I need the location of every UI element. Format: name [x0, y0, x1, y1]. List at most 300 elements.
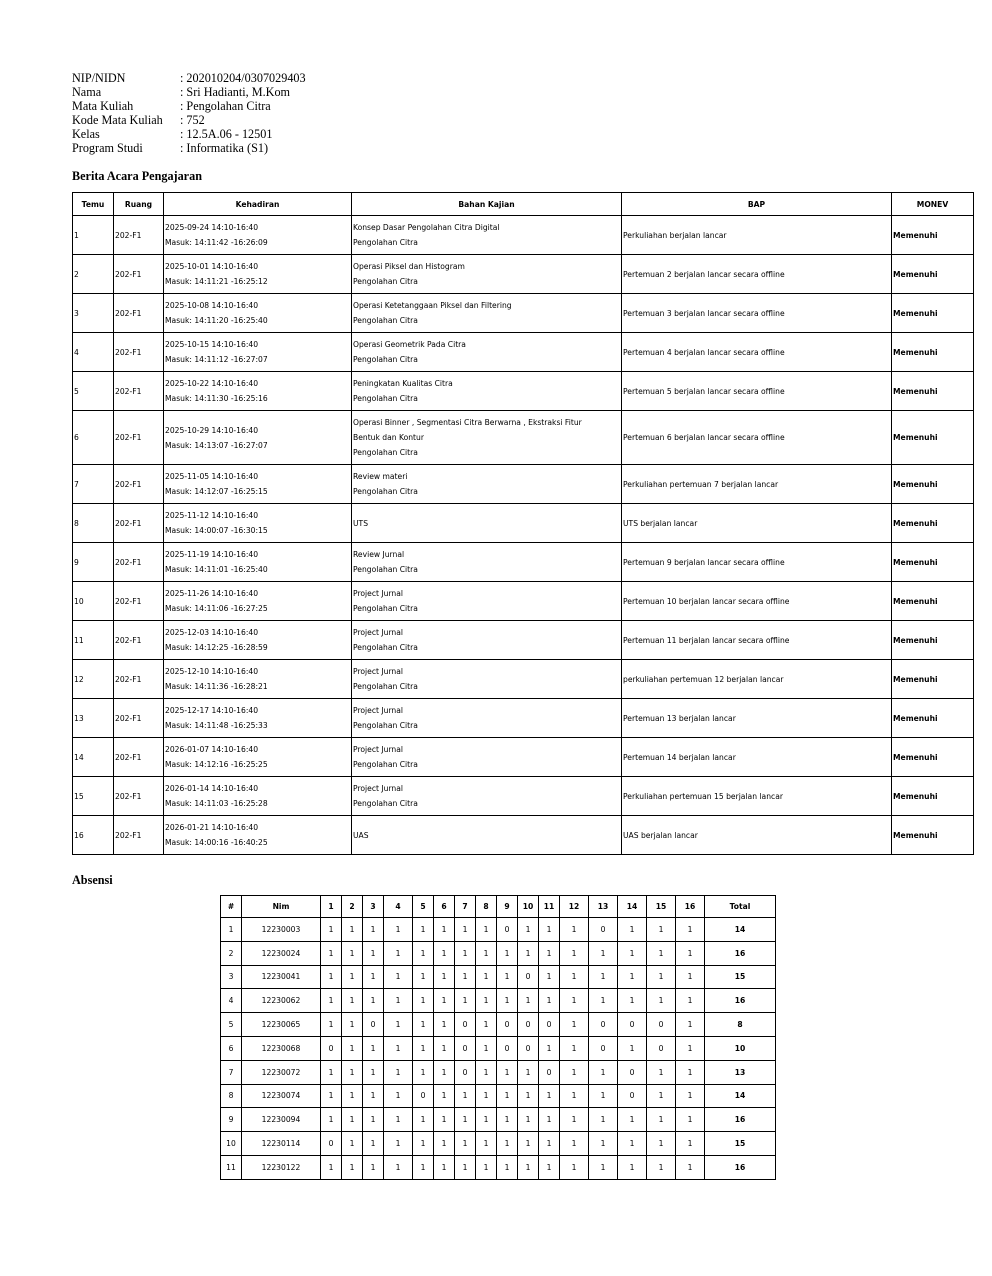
bap-monev-cell: Memenuhi [892, 738, 974, 777]
bap-kehadiran-cell [164, 621, 352, 660]
bap-ruang-cell: 202-F1 [114, 504, 164, 543]
bap-note-cell: Pertemuan 10 berjalan lancar secara offline [622, 582, 892, 621]
bap-kehadiran-cell [164, 294, 352, 333]
bap-ruang-cell: 202-F1 [114, 216, 164, 255]
bahan-line: Project Jurnal [353, 784, 404, 793]
bap-note-cell: Pertemuan 5 berjalan lancar secara offline [622, 372, 892, 411]
absensi-attendance-cell: 1 [455, 918, 476, 942]
absensi-attendance-cell: 1 [476, 941, 497, 965]
absensi-attendance-cell: 1 [539, 1155, 560, 1179]
bap-header-cell: MONEV [892, 193, 974, 216]
absensi-header-cell: 16 [676, 896, 705, 918]
absensi-attendance-cell: 1 [676, 918, 705, 942]
bap-temu-cell: 16 [73, 816, 114, 855]
absensi-attendance-cell: 1 [618, 918, 647, 942]
absensi-row [221, 1036, 776, 1060]
bap-temu-cell: 4 [73, 333, 114, 372]
absensi-attendance-cell: 1 [647, 1084, 676, 1108]
bap-row [73, 738, 974, 777]
kehadiran-line: Masuk: 14:11:42 -16:26:09 [165, 238, 268, 247]
bap-kehadiran-cell [164, 372, 352, 411]
bap-row [73, 504, 974, 543]
absensi-attendance-cell: 1 [560, 1108, 589, 1132]
absensi-attendance-cell: 1 [342, 1084, 363, 1108]
bap-note-cell: Pertemuan 2 berjalan lancar secara offline [622, 255, 892, 294]
absensi-attendance-cell: 1 [497, 1060, 518, 1084]
bap-note-cell: Pertemuan 4 berjalan lancar secara offline [622, 333, 892, 372]
bap-kehadiran-cell [164, 699, 352, 738]
absensi-attendance-cell: 1 [363, 918, 384, 942]
bap-kehadiran-cell [164, 465, 352, 504]
bap-note-cell: Pertemuan 9 berjalan lancar secara offline [622, 543, 892, 582]
absensi-attendance-cell: 1 [342, 1155, 363, 1179]
absensi-attendance-cell: 1 [342, 1060, 363, 1084]
bap-ruang-cell: 202-F1 [114, 699, 164, 738]
absensi-attendance-cell: 1 [618, 1108, 647, 1132]
absensi-attendance-cell: 1 [413, 1132, 434, 1156]
absensi-nim-cell: 12230041 [242, 965, 321, 989]
absensi-total-cell: 13 [705, 1060, 776, 1084]
bap-monev-cell: Memenuhi [892, 411, 974, 465]
absensi-attendance-cell: 1 [518, 1060, 539, 1084]
bap-monev-cell: Memenuhi [892, 372, 974, 411]
bap-header-cell: Temu [73, 193, 114, 216]
absensi-header-cell: 12 [560, 896, 589, 918]
absensi-attendance-cell: 1 [384, 1132, 413, 1156]
kehadiran-line: 2025-12-10 14:10-16:40 [165, 667, 259, 676]
bap-kehadiran-cell [164, 777, 352, 816]
bap-temu-cell: 3 [73, 294, 114, 333]
absensi-attendance-cell: 1 [321, 1084, 342, 1108]
bap-row [73, 582, 974, 621]
absensi-row [221, 1132, 776, 1156]
absensi-attendance-cell: 1 [476, 1036, 497, 1060]
kehadiran-line: Masuk: 14:12:25 -16:28:59 [165, 643, 268, 652]
bap-row [73, 411, 974, 465]
bap-row [73, 294, 974, 333]
absensi-attendance-cell: 1 [455, 989, 476, 1013]
absensi-attendance-cell: 1 [676, 1084, 705, 1108]
absensi-attendance-cell: 1 [434, 1013, 455, 1037]
bahan-line: UTS [353, 518, 369, 528]
absensi-attendance-cell: 1 [455, 1132, 476, 1156]
bap-bahan-cell [352, 738, 622, 777]
kehadiran-line: Masuk: 14:11:36 -16:28:21 [165, 682, 268, 691]
kehadiran-line: Masuk: 14:11:21 -16:25:12 [165, 277, 268, 286]
bap-note-cell: Pertemuan 3 berjalan lancar secara offline [622, 294, 892, 333]
absensi-attendance-cell: 1 [539, 1132, 560, 1156]
absensi-attendance-cell: 1 [647, 1155, 676, 1179]
absensi-total-cell: 14 [705, 1084, 776, 1108]
bap-note-cell: perkuliahan pertemuan 12 berjalan lancar [622, 660, 892, 699]
bap-note-cell: Perkuliahan berjalan lancar [622, 216, 892, 255]
bap-monev-cell: Memenuhi [892, 621, 974, 660]
kehadiran-line: Masuk: 14:12:07 -16:25:15 [165, 487, 268, 496]
absensi-total-cell: 14 [705, 918, 776, 942]
absensi-attendance-cell: 1 [618, 965, 647, 989]
info-label: Kode Mata Kuliah [72, 113, 163, 127]
absensi-nim-cell: 12230122 [242, 1155, 321, 1179]
kehadiran-line: 2026-01-14 14:10-16:40 [165, 784, 259, 793]
absensi-total-cell: 15 [705, 965, 776, 989]
absensi-attendance-cell: 1 [589, 1060, 618, 1084]
bahan-line: Operasi Piksel dan Histogram [353, 262, 465, 271]
absensi-attendance-cell: 1 [497, 989, 518, 1013]
bap-temu-cell: 14 [73, 738, 114, 777]
absensi-attendance-cell: 1 [618, 989, 647, 1013]
absensi-attendance-cell: 1 [560, 965, 589, 989]
absensi-row [221, 989, 776, 1013]
info-label: NIP/NIDN [72, 71, 126, 85]
bap-temu-cell: 5 [73, 372, 114, 411]
kehadiran-line: Masuk: 14:11:30 -16:25:16 [165, 394, 268, 403]
absensi-attendance-cell: 1 [434, 1060, 455, 1084]
bahan-line: Pengolahan Citra [353, 316, 418, 325]
bap-row [73, 699, 974, 738]
absensi-attendance-cell: 1 [342, 1132, 363, 1156]
bap-monev-cell: Memenuhi [892, 660, 974, 699]
bap-row [73, 660, 974, 699]
bap-kehadiran-cell [164, 660, 352, 699]
absensi-attendance-cell: 1 [476, 1013, 497, 1037]
bap-ruang-cell: 202-F1 [114, 660, 164, 699]
absensi-attendance-cell: 1 [476, 1155, 497, 1179]
absensi-attendance-cell: 1 [476, 1084, 497, 1108]
info-value: : Sri Hadianti, M.Kom [180, 85, 291, 99]
kehadiran-line: Masuk: 14:11:20 -16:25:40 [165, 316, 268, 325]
bap-bahan-cell [352, 333, 622, 372]
absensi-attendance-cell: 1 [413, 1036, 434, 1060]
absensi-attendance-cell: 1 [589, 1108, 618, 1132]
bap-note-cell: Pertemuan 6 berjalan lancar secara offline [622, 411, 892, 465]
absensi-header-cell: 13 [589, 896, 618, 918]
absensi-header-cell: 1 [321, 896, 342, 918]
absensi-attendance-cell: 1 [497, 941, 518, 965]
absensi-nim-cell: 12230024 [242, 941, 321, 965]
bap-header-cell: BAP [622, 193, 892, 216]
bahan-line: Pengolahan Citra [353, 487, 418, 496]
kehadiran-line: 2026-01-21 14:10-16:40 [165, 823, 259, 832]
absensi-attendance-cell: 1 [384, 965, 413, 989]
absensi-attendance-cell: 1 [676, 941, 705, 965]
absensi-attendance-cell: 1 [560, 1155, 589, 1179]
bap-bahan-cell [352, 777, 622, 816]
absensi-nim-cell: 12230074 [242, 1084, 321, 1108]
absensi-no-cell: 9 [221, 1108, 242, 1132]
absensi-attendance-cell: 1 [363, 965, 384, 989]
bap-temu-cell: 8 [73, 504, 114, 543]
absensi-attendance-cell: 0 [321, 1132, 342, 1156]
absensi-no-cell: 3 [221, 965, 242, 989]
absensi-row [221, 941, 776, 965]
absensi-attendance-cell: 1 [518, 1132, 539, 1156]
absensi-attendance-cell: 1 [363, 941, 384, 965]
absensi-attendance-cell: 1 [497, 1084, 518, 1108]
bap-temu-cell: 12 [73, 660, 114, 699]
kehadiran-line: 2025-12-03 14:10-16:40 [165, 628, 259, 637]
bap-bahan-cell [352, 255, 622, 294]
absensi-attendance-cell: 1 [539, 1036, 560, 1060]
absensi-table [220, 895, 776, 1180]
absensi-attendance-cell: 1 [434, 965, 455, 989]
absensi-no-cell: 1 [221, 918, 242, 942]
bahan-line: Pengolahan Citra [353, 448, 418, 457]
absensi-attendance-cell: 1 [476, 989, 497, 1013]
bahan-line: Pengolahan Citra [353, 394, 418, 403]
absensi-attendance-cell: 1 [384, 1036, 413, 1060]
absensi-attendance-cell: 1 [321, 918, 342, 942]
kehadiran-line: 2025-11-05 14:10-16:40 [165, 472, 259, 481]
bahan-line: Pengolahan Citra [353, 355, 418, 364]
bahan-line: Pengolahan Citra [353, 643, 418, 652]
absensi-attendance-cell: 1 [589, 1155, 618, 1179]
absensi-header-row [221, 896, 776, 918]
absensi-attendance-cell: 1 [434, 918, 455, 942]
absensi-attendance-cell: 1 [342, 989, 363, 1013]
bahan-line: Pengolahan Citra [353, 277, 418, 286]
bap-kehadiran-cell [164, 543, 352, 582]
absensi-attendance-cell: 1 [539, 918, 560, 942]
absensi-attendance-cell: 1 [647, 989, 676, 1013]
absensi-attendance-cell: 1 [321, 1013, 342, 1037]
absensi-attendance-cell: 1 [384, 918, 413, 942]
kehadiran-line: 2025-10-29 14:10-16:40 [165, 425, 259, 435]
absensi-attendance-cell: 1 [476, 965, 497, 989]
absensi-nim-cell: 12230072 [242, 1060, 321, 1084]
bap-kehadiran-cell [164, 333, 352, 372]
absensi-attendance-cell: 0 [589, 1013, 618, 1037]
absensi-attendance-cell: 1 [413, 1060, 434, 1084]
absensi-attendance-cell: 1 [647, 1060, 676, 1084]
absensi-attendance-cell: 1 [647, 965, 676, 989]
absensi-attendance-cell: 1 [384, 1084, 413, 1108]
absensi-attendance-cell: 1 [455, 965, 476, 989]
absensi-attendance-cell: 1 [413, 1013, 434, 1037]
absensi-attendance-cell: 1 [434, 1155, 455, 1179]
bap-note-cell: UTS berjalan lancar [622, 504, 892, 543]
absensi-attendance-cell: 1 [676, 1132, 705, 1156]
bap-row [73, 621, 974, 660]
bap-note-cell: UAS berjalan lancar [622, 816, 892, 855]
info-row [72, 85, 306, 99]
absensi-header-cell: 9 [497, 896, 518, 918]
bahan-line: Review materi [353, 472, 408, 481]
info-value: : Pengolahan Citra [180, 99, 271, 113]
absensi-attendance-cell: 0 [497, 918, 518, 942]
kehadiran-line: 2025-10-15 14:10-16:40 [165, 340, 259, 349]
bap-monev-cell: Memenuhi [892, 333, 974, 372]
absensi-attendance-cell: 0 [455, 1036, 476, 1060]
absensi-nim-cell: 12230062 [242, 989, 321, 1013]
absensi-row [221, 965, 776, 989]
absensi-total-cell: 15 [705, 1132, 776, 1156]
absensi-attendance-cell: 1 [476, 1108, 497, 1132]
absensi-attendance-cell: 1 [560, 989, 589, 1013]
absensi-attendance-cell: 1 [363, 1084, 384, 1108]
bahan-line: Pengolahan Citra [353, 565, 418, 574]
absensi-attendance-cell: 0 [589, 918, 618, 942]
kehadiran-line: Masuk: 14:11:48 -16:25:33 [165, 721, 268, 730]
absensi-attendance-cell: 1 [618, 941, 647, 965]
absensi-total-cell: 16 [705, 989, 776, 1013]
info-value: : 12.5A.06 - 12501 [180, 127, 273, 141]
absensi-no-cell: 11 [221, 1155, 242, 1179]
absensi-header-cell: 11 [539, 896, 560, 918]
absensi-total-cell: 16 [705, 941, 776, 965]
bahan-line: Pengolahan Citra [353, 682, 418, 691]
absensi-attendance-cell: 1 [560, 1084, 589, 1108]
kehadiran-line: Masuk: 14:11:01 -16:25:40 [165, 565, 268, 574]
bap-bahan-cell [352, 816, 622, 855]
absensi-attendance-cell: 1 [518, 918, 539, 942]
bap-bahan-cell [352, 465, 622, 504]
absensi-attendance-cell: 1 [560, 1132, 589, 1156]
absensi-attendance-cell: 1 [363, 989, 384, 1013]
bap-ruang-cell: 202-F1 [114, 543, 164, 582]
kehadiran-line: 2025-11-26 14:10-16:40 [165, 589, 259, 598]
absensi-attendance-cell: 1 [384, 989, 413, 1013]
absensi-attendance-cell: 1 [434, 941, 455, 965]
absensi-attendance-cell: 1 [413, 965, 434, 989]
bap-monev-cell: Memenuhi [892, 216, 974, 255]
kehadiran-line: Masuk: 14:11:06 -16:27:25 [165, 604, 268, 613]
absensi-header-cell: Nim [242, 896, 321, 918]
bahan-line: Pengolahan Citra [353, 238, 418, 247]
kehadiran-line: 2025-10-01 14:10-16:40 [165, 262, 259, 271]
kehadiran-line: Masuk: 14:13:07 -16:27:07 [165, 440, 268, 450]
absensi-attendance-cell: 1 [518, 1108, 539, 1132]
absensi-attendance-cell: 1 [560, 1036, 589, 1060]
bap-row [73, 372, 974, 411]
bap-kehadiran-cell [164, 411, 352, 465]
absensi-attendance-cell: 0 [618, 1060, 647, 1084]
bap-monev-cell: Memenuhi [892, 255, 974, 294]
absensi-attendance-cell: 1 [321, 1108, 342, 1132]
absensi-attendance-cell: 1 [676, 1155, 705, 1179]
bap-ruang-cell: 202-F1 [114, 816, 164, 855]
bap-ruang-cell: 202-F1 [114, 777, 164, 816]
bap-note-cell: Pertemuan 13 berjalan lancar [622, 699, 892, 738]
absensi-attendance-cell: 1 [560, 918, 589, 942]
bap-monev-cell: Memenuhi [892, 465, 974, 504]
absensi-header-cell: 15 [647, 896, 676, 918]
absensi-attendance-cell: 0 [647, 1013, 676, 1037]
absensi-attendance-cell: 0 [518, 965, 539, 989]
absensi-no-cell: 8 [221, 1084, 242, 1108]
absensi-attendance-cell: 1 [676, 1036, 705, 1060]
absensi-attendance-cell: 1 [647, 941, 676, 965]
absensi-attendance-cell: 1 [384, 1060, 413, 1084]
bahan-line: Pengolahan Citra [353, 604, 418, 613]
absensi-attendance-cell: 1 [434, 1108, 455, 1132]
kehadiran-line: 2025-11-19 14:10-16:40 [165, 550, 259, 559]
bap-monev-cell: Memenuhi [892, 777, 974, 816]
absensi-attendance-cell: 1 [560, 941, 589, 965]
lecturer-info [72, 71, 306, 155]
absensi-attendance-cell: 1 [518, 989, 539, 1013]
absensi-attendance-cell: 1 [589, 1132, 618, 1156]
bahan-line: Operasi Binner , Segmentasi Citra Berwarna , Ekstraksi Fitur [353, 418, 582, 427]
kehadiran-line: Masuk: 14:12:16 -16:25:25 [165, 760, 268, 769]
bap-ruang-cell: 202-F1 [114, 621, 164, 660]
bahan-line: Pengolahan Citra [353, 721, 418, 730]
absensi-attendance-cell: 1 [434, 1036, 455, 1060]
absensi-attendance-cell: 1 [413, 989, 434, 1013]
bap-row [73, 816, 974, 855]
bap-ruang-cell: 202-F1 [114, 411, 164, 465]
absensi-attendance-cell: 1 [589, 965, 618, 989]
bap-header-cell: Ruang [114, 193, 164, 216]
bap-kehadiran-cell [164, 216, 352, 255]
absensi-attendance-cell: 1 [434, 989, 455, 1013]
bap-temu-cell: 6 [73, 411, 114, 465]
bap-ruang-cell: 202-F1 [114, 738, 164, 777]
absensi-attendance-cell: 1 [384, 1108, 413, 1132]
bap-temu-cell: 1 [73, 216, 114, 255]
absensi-header-cell: Total [705, 896, 776, 918]
bap-note-cell: Pertemuan 14 berjalan lancar [622, 738, 892, 777]
absensi-attendance-cell: 1 [455, 1084, 476, 1108]
info-row [72, 99, 306, 113]
bap-bahan-cell [352, 411, 622, 465]
bap-ruang-cell: 202-F1 [114, 465, 164, 504]
absensi-no-cell: 10 [221, 1132, 242, 1156]
bap-header-row [73, 193, 974, 216]
absensi-attendance-cell: 1 [589, 941, 618, 965]
absensi-attendance-cell: 1 [384, 1155, 413, 1179]
absensi-attendance-cell: 1 [413, 1155, 434, 1179]
absensi-attendance-cell: 1 [321, 941, 342, 965]
absensi-total-cell: 16 [705, 1108, 776, 1132]
absensi-no-cell: 7 [221, 1060, 242, 1084]
absensi-attendance-cell: 1 [321, 965, 342, 989]
bap-kehadiran-cell [164, 738, 352, 777]
bap-ruang-cell: 202-F1 [114, 255, 164, 294]
bap-bahan-cell [352, 504, 622, 543]
absensi-attendance-cell: 0 [518, 1013, 539, 1037]
absensi-attendance-cell: 1 [497, 965, 518, 989]
absensi-attendance-cell: 1 [342, 918, 363, 942]
absensi-attendance-cell: 1 [363, 1132, 384, 1156]
bahan-line: UAS [353, 830, 369, 840]
absensi-attendance-cell: 0 [618, 1013, 647, 1037]
bahan-line: Project Jurnal [353, 745, 404, 754]
absensi-attendance-cell: 1 [676, 989, 705, 1013]
absensi-attendance-cell: 1 [476, 1132, 497, 1156]
absensi-attendance-cell: 1 [676, 1108, 705, 1132]
absensi-row [221, 1155, 776, 1179]
bap-table [72, 192, 974, 855]
bap-temu-cell: 10 [73, 582, 114, 621]
bap-note-cell: Pertemuan 11 berjalan lancar secara offline [622, 621, 892, 660]
absensi-attendance-cell: 1 [455, 1155, 476, 1179]
info-value: : 202010204/0307029403 [180, 71, 306, 85]
absensi-attendance-cell: 1 [342, 1108, 363, 1132]
absensi-attendance-cell: 1 [618, 1155, 647, 1179]
bap-row [73, 333, 974, 372]
absensi-no-cell: 5 [221, 1013, 242, 1037]
kehadiran-line: Masuk: 14:00:07 -16:30:15 [165, 526, 268, 535]
bap-bahan-cell [352, 294, 622, 333]
info-value: : 752 [180, 113, 205, 127]
absensi-header-cell: 2 [342, 896, 363, 918]
absensi-row [221, 1108, 776, 1132]
info-row [72, 127, 306, 141]
absensi-attendance-cell: 1 [476, 918, 497, 942]
absensi-attendance-cell: 1 [384, 1013, 413, 1037]
bahan-line: Project Jurnal [353, 667, 404, 676]
absensi-header-cell: 3 [363, 896, 384, 918]
